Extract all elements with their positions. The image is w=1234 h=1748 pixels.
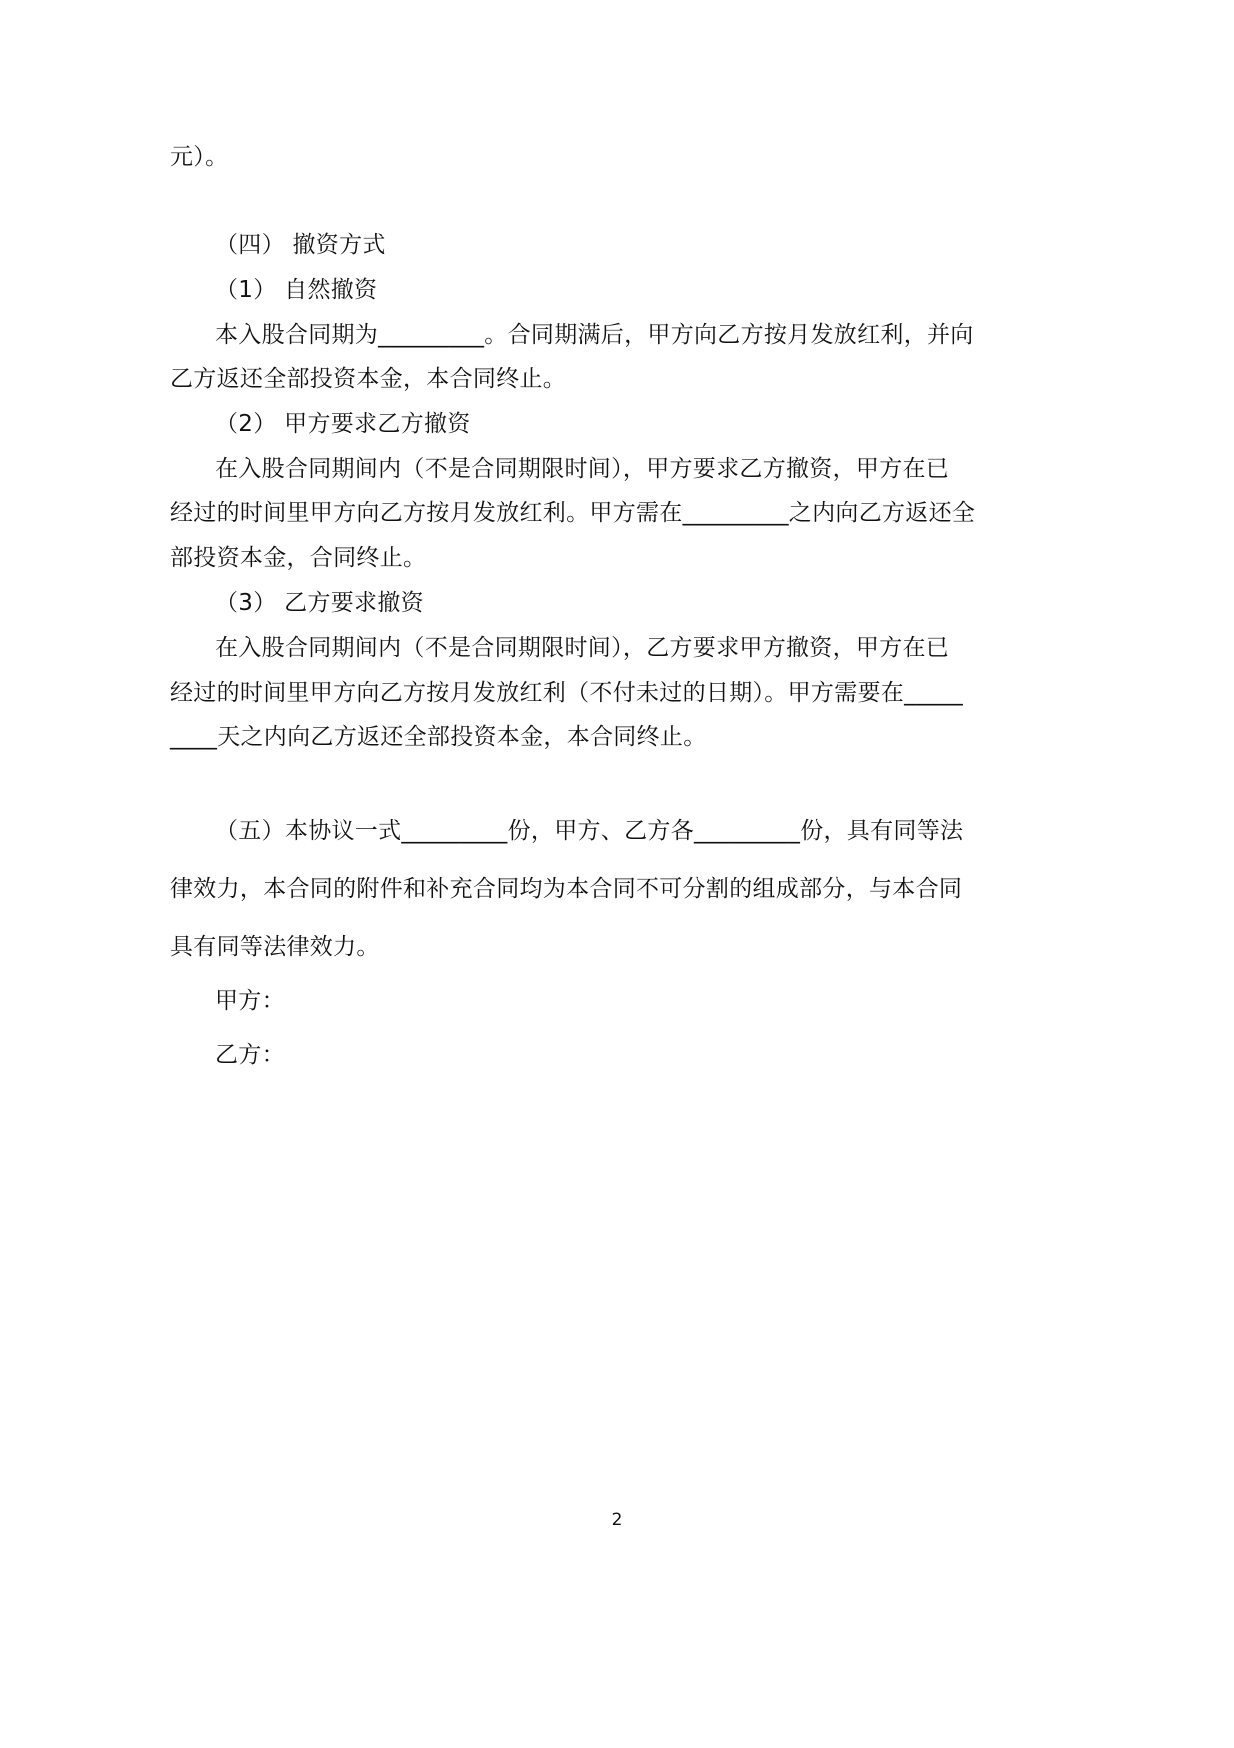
paragraph-3-line-2: 经过的时间里甲方向乙方按月发放红利（不付未过的日期）。甲方需要在_____ xyxy=(170,680,964,706)
party-b-label: 乙方： xyxy=(215,1042,285,1068)
paragraph-3-line-1: 在入股合同期间内（不是合同期限时间），乙方要求甲方撤资，甲方在已 xyxy=(215,635,950,661)
paragraph-3-line-3: ____天之内向乙方返还全部投资本金，本合同终止。 xyxy=(170,724,707,750)
subheading-3: （3） 乙方要求撤资 xyxy=(215,590,424,616)
paragraph-1-line-2: 乙方返还全部投资本金，本合同终止。 xyxy=(170,366,567,392)
subheading-1: （1） 自然撤资 xyxy=(215,277,378,303)
paragraph-1-line-1: 本入股合同期为_________。合同期满后，甲方向乙方按月发放红利，并向 xyxy=(215,322,974,348)
section-5-line-1: （五）本协议一式_________份，甲方、乙方各_________份，具有同等法 xyxy=(215,818,964,844)
section-5-line-2: 律效力，本合同的附件和补充合同均为本合同不可分割的组成部分，与本合同 xyxy=(170,876,963,902)
paragraph-2-line-2: 经过的时间里甲方向乙方按月发放红利。甲方需在_________之内向乙方返还全 xyxy=(170,500,976,526)
section-heading-4: （四） 撤资方式 xyxy=(215,232,386,258)
subheading-2: （2） 甲方要求乙方撤资 xyxy=(215,411,471,437)
text-line-1: 元）。 xyxy=(170,144,229,170)
section-5-line-3: 具有同等法律效力。 xyxy=(170,934,380,960)
party-a-label: 甲方： xyxy=(215,988,285,1014)
paragraph-2-line-3: 部投资本金，合同终止。 xyxy=(170,545,427,571)
paragraph-2-line-1: 在入股合同期间内（不是合同期限时间），甲方要求乙方撤资，甲方在已 xyxy=(215,456,950,482)
page-number: 2 xyxy=(611,1510,623,1530)
